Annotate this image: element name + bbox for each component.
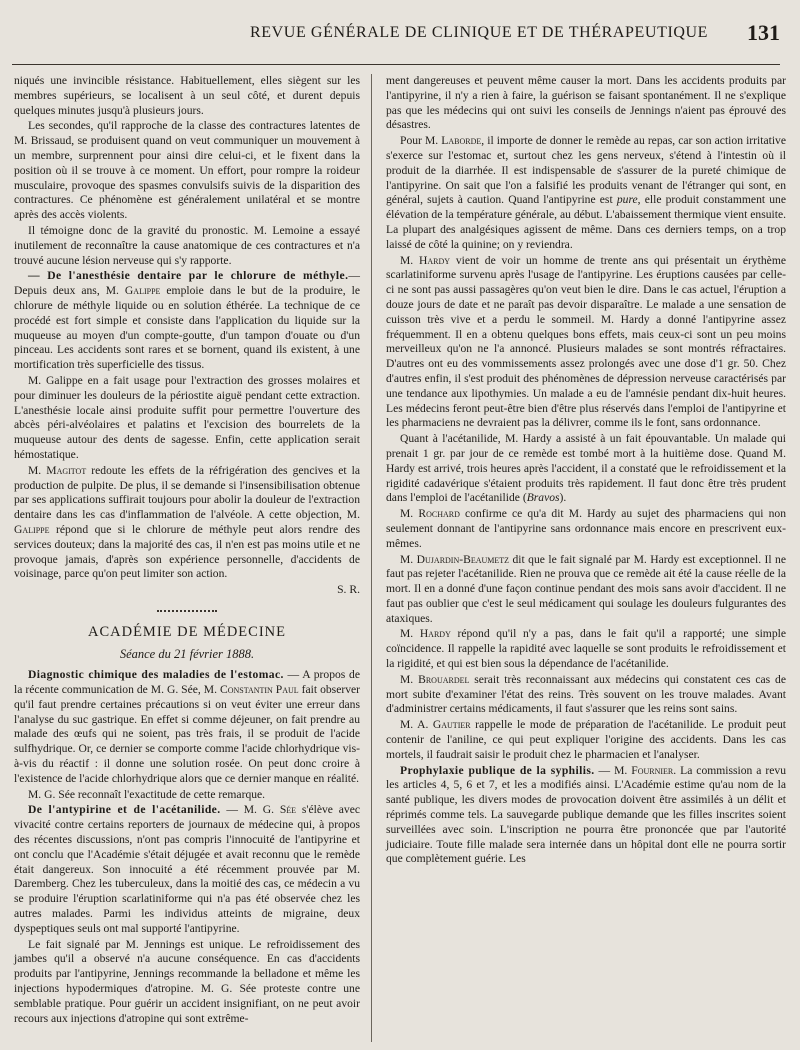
paragraph-dujardin: M. Dujardin-Beaumetz dit que le fait signalé par M. Hardy est exceptionnel. Il ne faut pas rejeter l'acétanilide. Rien ne prouva que ce remède ait été la cause réelle de la mort. Il en a donné d'une façon continue pendant des mois sans avoir d'accident. Il ne faut pas oublier que c'est le seul médicament qui soulage les douleurs fulgurantes des ataxiques. [386,552,786,625]
journal-title: REVUE GÉNÉRALE DE CLINIQUE ET DE THÉRAPEUTIQUE [250,24,709,41]
person-name: Laborde [441,134,482,148]
paragraph: Les secondes, qu'il rapproche de la classe des contractures latentes de M. Brissaud, se produisent quand on veut communiquer un mouvement à un membre, surprennent pour ainsi dire celui-ci, et le fixent dans la position où il se trouve à ce moment. Un effort, pour rompre la roideur musculaire, provoque des spasmes convulsifs suivis de la disparition des contractures. Ce phénomène est généralement unilatéral et se montre après des accès violents. [14,119,360,222]
signature: S. R. [337,583,360,597]
session-date: Séance du 21 février 1888. [119,647,255,662]
paragraph-antipyrine: De l'antypirine et de l'acétanilide. — M. G. Sée s'élève avec vivacité contre certains reporters de journaux de médecine qui, à propos des récentes discussions, n'ont pas compris l'innocuité de l'antipyrine et ont conclu que l'Académie s'était déjugée et avait reconnu que le remède était dangereux. Son innocuité a été récemment prouvée par M. Daremberg. Chez les tuberculeux, dans la moitié des cas, ce médecin a vu se produire l'éruption scarlatiniforme qui n'a pas été observée chez les autres malades. Parmi les individus atteints de migraine, deux dyspeptiques seuls ont mal supporté l'antipyrine. [14,803,360,935]
ornament-rule [14,602,360,617]
paragraph-rochard: M. Rochard confirme ce qu'a dit M. Hardy au sujet des pharmaciens qui non seulement donnant de l'antipyrine sans ordonnance mais encore en prescrivent eux-mêmes. [386,507,786,550]
paragraph-hardy: M. Hardy vient de voir un homme de trente ans qui présentait un érythème scarlatiniforme survenu après l'usage de l'antipyrine. Les éruptions causées par celle-ci ne sont pas aussi passagères qu'on veut bien le dire. Dans le cas actuel, l'éruption a douze jours de date et ne paraît pas devoir disparaître. Le malade a une sensation de cuisson très vive et a perdu le sommeil. M. Hardy a donné l'antipyrine assez fréquemment. Il en a obtenu quelques bons effets, mais ceux-ci sont un peu moins merveilleux qu'on ne l'a annoncé. Plusieurs malades se sont montrés réfractaires. D'autres ont eu des vommissements assez prolongés avec une dose d'1 gr. 50. Chez d'autres enfin, il s'est produit des phénomènes de dépression nerveuse caractérisés par une tendance aux lipothymies. Un malade a eu de l'amnésie pendant dix-huit heures. Les médecins feront peut-être bien d'être plus réservés dans l'emploi de l'antipyrine et les pharmaciens ne devraient pas la délivrer, comme ils le font, sans ordonnance. [386,253,786,430]
paragraph-hardy-reply: M. Hardy répond qu'il n'y a pas, dans le fait qu'il a rapporté; une simple coïncidence. Il rappelle la rapidité avec laquelle se sont produits le refroidissement et la rigidité, et qui est bien sous la dépendance de l'acétanilide. [386,627,786,671]
paragraph: Le fait signalé par M. Jennings est unique. Le refroidissement des jambes qu'il a observé n'a aucune conséquence. En cas d'accidents produits par l'antipyrine, Jennings recommande la belladone et même les injections hypodermiques d'atropine. M. G. Sée proteste contre une semblable pratique. Pour guérir un accident insignifiant, on ne peut avoir recours aux injections d'atropine qui sont extrême- [14,937,360,1025]
paragraph: niqués une invincible résistance. Habituellement, elles siègent sur les membres supérieurs, se localisent à un seul côté, et durent depuis quelques minutes jusqu'à plusieurs jours. [14,74,360,117]
person-name: Magitot [46,463,87,477]
right-column [386,74,786,868]
paragraph-brouardel: M. Brouardel serait très reconnaissant aux médecins qui constatent ces cas de mort subite d'examiner l'état des reins. Très souvent on les trouve malades. Avant d'administrer certains médicaments, il faut s'assurer que les reins sont sains. [386,672,786,716]
paragraph-acetanilide: Quant à l'acétanilide, M. Hardy a assisté à un fait épouvantable. Un malade qui prenait 1 gr. par jour de ce remède est tombé mort à la huitième dose. Quand M. Hardy est arrivé, trois heures après l'accident, il a constaté que le refroidissement et la rigidité cadavérique s'étaient produits très rapidement. Il faut donc être très prudent dans l'emploi de l'acétanilide (Bravos). [386,432,786,505]
person-name: Galippe [124,284,161,298]
person-name: Sée [279,803,297,817]
section-heading: Prophylaxie publique de la syphilis. [400,763,595,777]
paragraph: M. G. Sée reconnaît l'exactitude de cette remarque. [28,787,266,801]
page-number: 131 [747,20,780,45]
person-name: Dujardin-Beaumetz [416,552,510,566]
running-header [250,20,780,48]
person-name: Galippe [14,522,50,536]
paragraph-syphilis: Prophylaxie publique de la syphilis. — M. Fournier. La commission a revu les articles 4, 5, 6 et 7, et les a modifiés ainsi. L'Académie estime qu'au nom de la santé publique, les divers modes de provocation doivent être assimilés à un délit et réprimés comme tels. La sauvegarde publique demande que les filles inscrites soient surveillées avec soin. L'inscription ne pourra être prononcée que par l'autorité judiciaire. Toute fille malade sera internée dans un hôpital dont elle ne pourra sortir que complètement guérie. Les [386,763,786,866]
person-name: Brouardel [418,672,470,686]
person-name: Gautier [432,718,471,732]
person-name: Rochard [418,507,460,521]
paragraph-anesthesie: — De l'anesthésie dentaire par le chlorure de méthyle.— Depuis deux ans, M. Galippe emploie dans le but de la produire, le chlorure de méthyle liquide ou en solution éthérée. La technique de ce procédé est fort simple et consiste dans l'application du liquide sur la muqueuse au moyen d'un compte-goutte, d'un tampon d'ouate ou d'un pinceau. Les accidents sont rares et se bornent, quand ils existent, à une mortification très superficielle des tissus. [14,269,360,372]
paragraph-diagnostic: Diagnostic chimique des maladies de l'estomac. — A propos de la récente communication de M. G. Sée, M. Constantin Paul fait observer qu'il faut prendre certaines précautions si on veut éviter une erreur dans l'analyse du suc gastrique. En effet si comme déjeuner, on fait prendre au malade des œufs qui ne soient, pas très frais, il se produit de l'acide sulfhydrique. Or, ce dernier se comporte comme l'acide chlorhydrique vis-à-vis du réactif : il donne une solution rosée. On peut donc croire à l'existence de l'acide chlorhydrique alors que ce dernier manque en réalité. [14,668,361,785]
header-rule [12,64,780,65]
paragraph: ment dangereuses et peuvent même causer la mort. Dans les accidents produits par l'antipyrine, il n'y a rien à faire, la guérison se faisant spontanément. Il ne s'explique pas que les médecins qui ont suivi les conseils de Jennings n'aient pas éprouvé des désastres. [386,74,786,132]
person-name: Constantin Paul [219,683,299,697]
section-heading: Diagnostic chimique des maladies de l'estomac. [28,668,284,682]
paragraph-gautier: M. A. Gautier rappelle le mode de préparation de l'acétanilide. Le produit peut contenir de l'aniline, ce qui peut expliquer l'origine des accidents. Dans les cas mortels, il faudrait saisir le produit chez le pharmacien et l'analyser. [386,718,786,761]
person-name: Hardy [419,253,451,267]
section-title: ACADÉMIE DE MÉDECINE [87,623,286,640]
section-heading: — De l'anesthésie dentaire par le chlorure de méthyle. [28,269,349,283]
left-column [14,74,360,1027]
column-divider [371,74,372,1042]
paragraph: Il témoigne donc de la gravité du pronostic. M. Lemoine a essayé inutilement de reconnaître la cause anatomique de ces contractures et n'a trouvé aucune lésion nerveuse qui s'y rapporte. [14,223,360,267]
person-name: Hardy [419,627,451,641]
paragraph: M. Galippe en a fait usage pour l'extraction des grosses molaires et pour diminuer les douleurs de la périostite aiguë pendant cette extraction. L'anesthésie locale ainsi produite suffit pour permettre l'ouverture des abcès péri-alvéolaires et palatins et l'excision des bourrelets de la muqueuse autour des dents de sagesse. Enfin, cette application serait hémostatique. [14,373,360,461]
paragraph-laborde: Pour M. Laborde, il importe de donner le remède au repas, car son action irritative s'exerce sur l'estomac et, surtout chez les gens nerveux, s'étend à l'intestin où il produit de la diarrhée. Il est indispensable de s'assurer de la pureté chimique de l'antipyrine. On sait que l'on a falsifié les produits venant de l'étranger qui sont, en général, sujets à caution. Quand l'antipyrine est pure, elle produit constamment une élévation de la température générale, au début. L'abaissement thermique vient ensuite. La plupart des analgésiques agissent de même. Dans ces derniers temps, on a trop laissé de côté la quinine; on y reviendra. [386,134,787,251]
section-heading: De l'antypirine et de l'acétanilide. [28,803,221,817]
person-name: Fournier [631,763,674,777]
paragraph-magitot: M. Magitot redoute les effets de la réfrigération des gencives et la production de pulpite. De plus, il se demande si l'insensibilisation obtenue par ses applications suffirait toujours pour abolir la douleur de l'extraction dentaire dans les cas d'inflammation de l'alvéole. A cette objection, M. Galippe répond que si le chlorure de méthyle peut alors rendre des services douteux; dans la majorité des cas, il n'en est pas moins utile et ne provoque jamais, d'après son expérience personnelle, d'accidents de voisinage, parce qu'on peut limiter son action. [14,463,360,581]
